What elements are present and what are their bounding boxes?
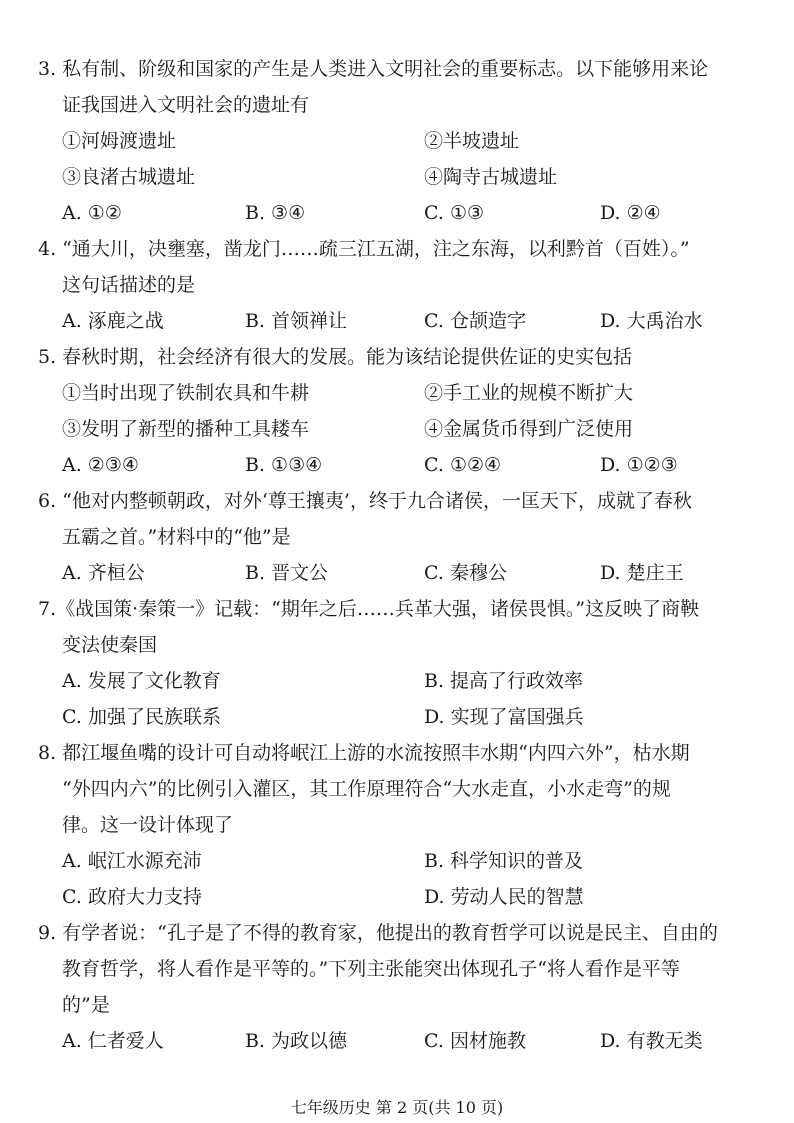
question-7-option-c: C. 加强了民族联系	[62, 706, 221, 728]
question-7-line-2: 变法使秦国	[62, 634, 158, 656]
question-4-option-a: A. 涿鹿之战	[62, 310, 164, 332]
question-4-line-2: 这句话描述的是	[62, 274, 196, 296]
question-6-line-1: 6. “他对内整顿朝政，对外‘尊王攘夷’，终于九合诸侯，一匡天下，成就了春秋	[38, 490, 692, 512]
question-9-option-a: A. 仁者爱人	[62, 1030, 164, 1052]
question-8-line-2: “外四内六”的比例引入灌区，其工作原理符合“大水走直，小水走弯”的规	[62, 778, 671, 800]
question-6-option-b: B. 晋文公	[245, 562, 329, 584]
question-4-line-1: 4. “通大川，决壅塞，凿龙门……疏三江五湖，注之东海，以利黔首（百姓）。”	[38, 238, 690, 260]
question-4-option-d: D. 大禹治水	[600, 310, 703, 332]
question-9-option-d: D. 有教无类	[600, 1030, 703, 1052]
question-3-line-1: 3. 私有制、阶级和国家的产生是人类进入文明社会的重要标志。以下能够用来论	[38, 58, 709, 80]
question-8-option-b: B. 科学知识的普及	[424, 850, 584, 872]
question-8-line-1: 8. 都江堰鱼嘴的设计可自动将岷江上游的水流按照丰水期“内四六外”，枯水期	[38, 742, 690, 764]
question-6-option-a: A. 齐桓公	[62, 562, 145, 584]
question-4-option-b: B. 首领禅让	[245, 310, 348, 332]
question-3-option-d: D. ②④	[600, 202, 661, 224]
question-5-option-b: B. ①③④	[245, 454, 323, 476]
question-3-option-c: C. ①③	[424, 202, 485, 224]
question-3-statement-3: ③良渚古城遗址	[62, 166, 196, 188]
question-5-statement-4: ④金属货币得到广泛使用	[424, 418, 634, 440]
question-9-option-c: C. 因材施教	[424, 1030, 526, 1052]
question-9-option-b: B. 为政以德	[245, 1030, 348, 1052]
question-9-line-3: 的”是	[62, 994, 110, 1016]
page-footer: 七年级历史 第 2 页(共 10 页)	[290, 1098, 504, 1117]
question-6-line-2: 五霸之首。”材料中的“他”是	[62, 526, 291, 548]
question-5-line-1: 5. 春秋时期，社会经济有很大的发展。能为该结论提供佐证的史实包括	[38, 346, 633, 368]
question-8-option-a: A. 岷江水源充沛	[62, 850, 202, 872]
question-9-line-2: 教育哲学，将人看作是平等的。”下列主张能突出体现孔子“将人看作是平等	[62, 958, 680, 980]
question-6-option-c: C. 秦穆公	[424, 562, 507, 584]
question-8-option-c: C. 政府大力支持	[62, 886, 202, 908]
question-7-option-d: D. 实现了富国强兵	[424, 706, 584, 728]
question-8-line-3: 律。这一设计体现了	[62, 814, 234, 836]
question-5-statement-3: ③发明了新型的播种工具耧车	[62, 418, 310, 440]
question-5-statement-1: ①当时出现了铁制农具和牛耕	[62, 382, 310, 404]
question-5-statement-2: ②手工业的规模不断扩大	[424, 382, 634, 404]
question-3-option-a: A. ①②	[62, 202, 122, 224]
question-4-option-c: C. 仓颉造字	[424, 310, 526, 332]
question-5-option-a: A. ②③④	[62, 454, 139, 476]
question-3-statement-4: ④陶寺古城遗址	[424, 166, 558, 188]
question-7-option-a: A. 发展了文化教育	[62, 670, 221, 692]
question-8-option-d: D. 劳动人民的智慧	[424, 886, 584, 908]
question-5-option-c: C. ①②④	[424, 454, 502, 476]
question-3-line-2: 证我国进入文明社会的遗址有	[62, 94, 310, 116]
question-6-option-d: D. 楚庄王	[600, 562, 684, 584]
question-5-option-d: D. ①②③	[600, 454, 678, 476]
question-3-option-b: B. ③④	[245, 202, 306, 224]
question-7-line-1: 7.《战国策·秦策一》记载：“期年之后……兵革大强，诸侯畏惧。”这反映了商鞅	[38, 598, 700, 620]
question-9-line-1: 9. 有学者说：“孔子是了不得的教育家，他提出的教育哲学可以说是民主、自由的	[38, 922, 718, 944]
question-7-option-b: B. 提高了行政效率	[424, 670, 584, 692]
question-3-statement-2: ②半坡遗址	[424, 130, 520, 152]
question-3-statement-1: ①河姆渡遗址	[62, 130, 177, 152]
